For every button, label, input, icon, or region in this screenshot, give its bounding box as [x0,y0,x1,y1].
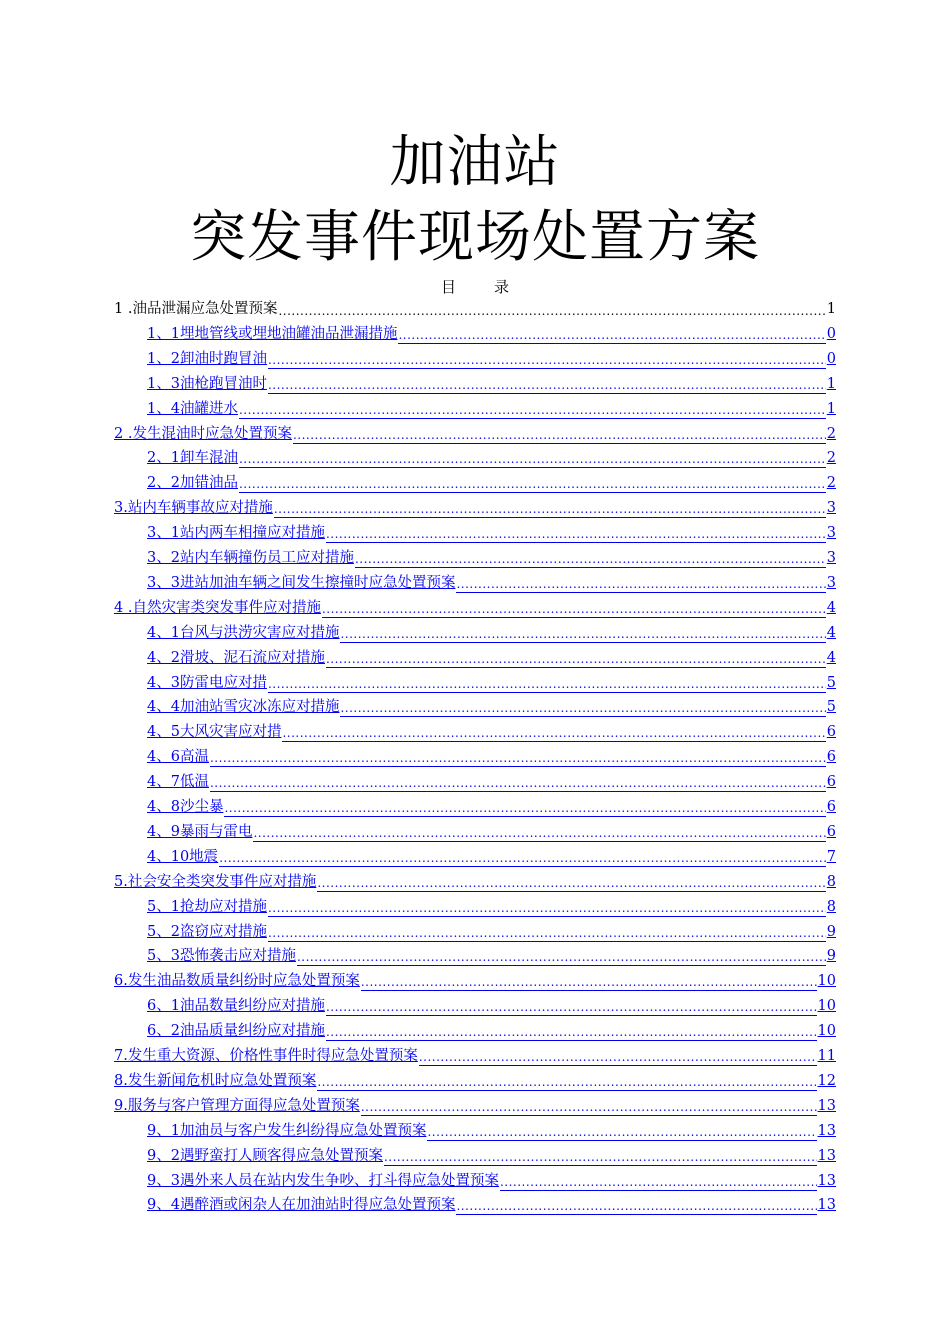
toc-entry-title: 3.站内车辆事故应对措施 [114,500,273,517]
toc-entry[interactable] [114,971,836,991]
toc-entry[interactable] [147,1195,836,1215]
toc-entry[interactable] [147,1171,836,1191]
toc-leader-dots [326,522,826,543]
toc-entry-page-number: 13 [817,1172,836,1189]
toc-entry[interactable] [114,598,836,618]
toc-entry-page-number: 0 [826,325,836,342]
toc-entry-title: 5、2盗窃应对措施 [147,923,267,940]
toc-leader-dots [326,1020,817,1041]
document-title-line-1: 加油站 [389,130,561,195]
toc-leader-dots [297,945,826,966]
toc-entry[interactable] [147,573,836,593]
toc-entry-page-number: 9 [826,923,836,940]
toc-entry[interactable] [147,648,836,668]
toc-leader-dots [253,821,825,842]
toc-leader-dots [326,995,817,1016]
toc-leader-dots [361,1095,817,1116]
toc-entry-page-number: 8 [826,898,836,915]
toc-leader-dots [219,846,826,867]
toc-entry-title: 5、1抢劫应对措施 [147,898,267,915]
toc-entry[interactable] [147,722,836,742]
toc-entry[interactable] [147,324,836,344]
toc-leader-dots [282,721,825,742]
toc-entry-title: 1、4油罐进水 [147,400,238,417]
toc-entry-page-number: 3 [826,550,836,566]
toc-entry-title: 4、6高温 [147,749,209,766]
toc-entry-page-number: 13 [817,1147,836,1164]
toc-entry[interactable] [147,996,836,1016]
toc-entry-page-number: 0 [826,350,836,367]
toc-entry-page-number: 8 [826,873,836,890]
toc-entry-title: 6.发生油品数质量纠纷时应急处置预案 [114,973,360,990]
toc-entry-page-number: 6 [826,724,836,741]
toc-entry[interactable] [147,349,836,369]
toc-entry[interactable] [147,772,836,792]
toc-entry-page-number: 4 [826,624,836,641]
toc-leader-dots [326,647,826,668]
toc-entry-page-number: 4 [826,599,836,616]
toc-entry-title: 2、2加错油品 [147,475,238,492]
toc-entry-page-number: 9 [826,948,836,965]
toc-leader-dots [322,597,826,618]
toc-entry-title: 2、1卸车混油 [147,450,238,467]
toc-entry-title: 4、2滑坡、泥石流应对措施 [147,649,325,666]
toc-entry-page-number: 6 [826,799,836,815]
toc-entry[interactable] [147,623,836,643]
toc-leader-dots [355,547,826,568]
toc-leader-dots [384,1145,817,1166]
toc-entry-title: 1、2卸油时跑冒油 [147,350,267,367]
toc-entry-title: 4 .自然灾害类突发事件应对措施 [114,599,321,616]
toc-entry-page-number: 13 [817,1097,836,1114]
toc-entry[interactable] [147,697,836,717]
toc-entry-page-number: 3 [826,500,836,517]
toc-entry-title: 2 .发生混油时应急处置预案 [114,425,292,442]
toc-entry-title: 4、7低温 [147,774,209,791]
toc-entry-title: 3、2站内车辆撞伤员工应对措施 [147,550,354,566]
toc-entry-page-number: 1 [826,375,836,392]
toc-entry-title: 4、4加油站雪灾冰冻应对措施 [147,699,340,716]
toc-entry-page-number: 4 [826,649,836,666]
toc-entry-page-number: 10 [817,973,836,990]
toc-entry-page-number: 5 [826,699,836,716]
toc-entry-title: 5.社会安全类突发事件应对措施 [114,873,317,890]
toc-entry-page-number: 1 [826,400,836,417]
toc-entry[interactable] [147,822,836,842]
toc-leader-dots [239,472,826,493]
toc-entry[interactable] [114,1096,836,1116]
toc-entry-title: 7.发生重大资源、价格性事件时得应急处置预案 [114,1048,418,1064]
toc-entry-title: 1、3油枪跑冒油时 [147,375,267,392]
toc-leader-dots [361,970,817,991]
toc-entry-page-number: 2 [826,475,836,492]
toc-leader-dots [268,373,826,394]
toc-leader-dots [224,796,825,817]
toc-leader-dots [317,871,825,892]
toc-entry[interactable] [147,448,836,468]
toc-leader-dots [210,771,826,792]
toc-leader-dots [419,1045,817,1066]
toc-leader-dots [278,299,825,319]
toc-entry-title: 4、3防雷电应对措 [147,674,267,691]
toc-entry-page-number: 2 [826,450,836,467]
toc-entry-title: 3、1站内两车相撞应对措施 [147,525,325,542]
toc-leader-dots [398,323,825,344]
toc-entry-title: 9、1加油员与客户发生纠纷得应急处置预案 [147,1122,427,1139]
toc-entry-title: 5、3恐怖袭击应对措施 [147,948,296,965]
toc-entry-page-number: 13 [817,1122,836,1139]
toc-leader-dots [239,398,826,419]
toc-entry-title: 1 .油品泄漏应急处置预案 [114,301,278,317]
toc-entry[interactable] [147,922,836,942]
toc-leader-dots [268,921,826,942]
toc-leader-dots [239,447,826,468]
toc-entry-title: 4、1台风与洪涝灾害应对措施 [147,624,340,641]
toc-entry[interactable] [147,897,836,917]
toc-entry[interactable] [147,473,836,493]
toc-entry [114,299,836,319]
toc-leader-dots [340,622,825,643]
toc-entry[interactable] [147,747,836,767]
toc-entry-title: 4、5大风灾害应对措 [147,724,282,741]
toc-leader-dots [427,1120,816,1141]
toc-entry-page-number: 3 [826,574,836,591]
toc-leader-dots [340,696,825,717]
toc-leader-dots [456,572,825,593]
toc-entry-title: 3、3进站加油车辆之间发生擦撞时应急处置预案 [147,574,456,591]
toc-leader-dots [317,1070,816,1091]
toc-entry-title: 6、2油品质量纠纷应对措施 [147,1023,325,1040]
toc-entry[interactable] [147,1146,836,1166]
toc-entry[interactable] [147,523,836,543]
toc-entry[interactable] [147,548,836,568]
toc-entry-page-number: 5 [826,674,836,691]
toc-entry-page-number: 6 [826,823,836,840]
toc-entry-page-number: 6 [826,749,836,766]
toc-entry[interactable] [147,847,836,867]
toc-entry[interactable] [147,1121,836,1141]
toc-entry[interactable] [147,374,836,394]
toc-leader-dots [456,1194,816,1215]
toc-entry-page-number: 11 [817,1048,836,1064]
toc-entry[interactable] [147,946,836,966]
toc-entry-title: 6、1油品数量纠纷应对措施 [147,998,325,1015]
toc-entry-title: 9、3遇外来人员在站内发生争吵、打斗得应急处置预案 [147,1172,499,1189]
toc-entry-title: 9、4遇醉酒或闲杂人在加油站时得应急处置预案 [147,1197,456,1214]
toc-leader-dots [500,1170,817,1191]
toc-entry-title: 4、8沙尘暴 [147,799,224,815]
toc-entry-page-number: 2 [826,425,836,442]
toc-entry[interactable] [114,1046,836,1066]
toc-leader-dots [293,423,826,444]
toc-entry-page-number: 13 [817,1197,836,1214]
toc-leader-dots [274,497,826,518]
toc-entry[interactable] [147,797,836,817]
toc-entry[interactable] [147,1021,836,1041]
toc-heading: 目录 [440,278,547,296]
document-title-line-2: 突发事件现场处置方案 [190,205,760,270]
toc-leader-dots [210,746,826,767]
toc-entry[interactable] [147,399,836,419]
toc-entry-title: 4、10地震 [147,848,219,865]
toc-entry[interactable] [114,872,836,892]
toc-entry-page-number: 1 [826,301,836,317]
toc-entry[interactable] [114,424,836,444]
toc-entry-title: 4、9暴雨与雷电 [147,823,253,840]
toc-entry[interactable] [147,673,836,693]
toc-entry-title: 9.服务与客户管理方面得应急处置预案 [114,1097,360,1114]
toc-entry-page-number: 10 [817,1023,836,1040]
toc-entry-page-number: 6 [826,774,836,791]
toc-entry[interactable] [114,1071,836,1091]
toc-leader-dots [268,672,826,693]
toc-entry-title: 9、2遇野蛮打人顾客得应急处置预案 [147,1147,383,1164]
toc-entry-title: 1、1埋地管线或埋地油罐油品泄漏措施 [147,325,398,342]
toc-entry[interactable] [114,498,836,518]
toc-leader-dots [268,348,826,369]
toc-entry-title: 8.发生新闻危机时应急处置预案 [114,1072,317,1089]
toc-entry-page-number: 12 [817,1072,836,1089]
toc-entry-page-number: 10 [817,998,836,1015]
toc-entry-page-number: 3 [826,525,836,542]
toc-leader-dots [268,896,826,917]
toc-entry-page-number: 7 [826,848,836,865]
